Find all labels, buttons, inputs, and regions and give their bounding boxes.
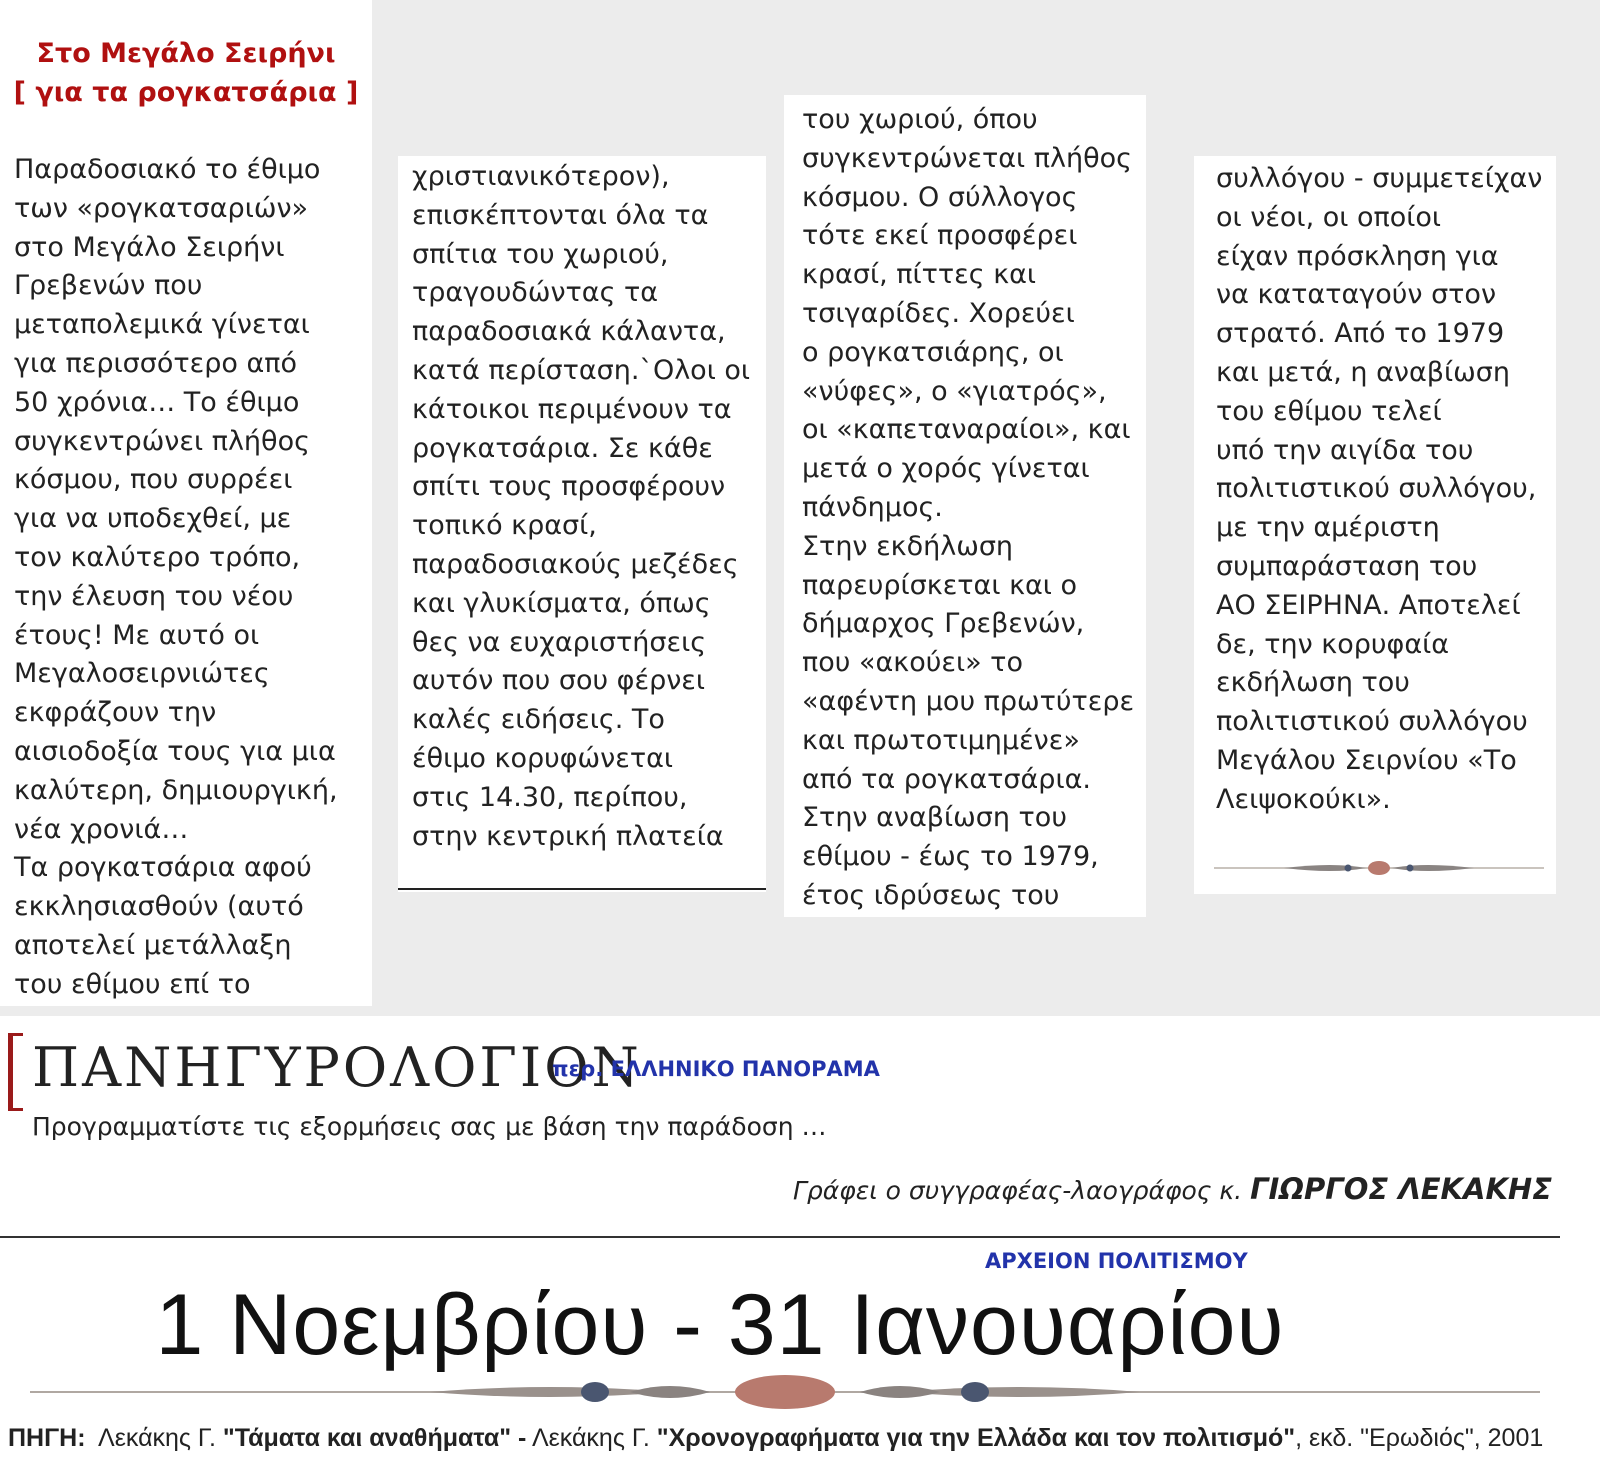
article-headline: Στο Μεγάλο Σειρήνι [ για τα ρογκατσάρια ] (13, 38, 359, 108)
source-author-2: Λεκάκης Γ. (531, 1424, 650, 1452)
title-bracket (8, 1033, 23, 1111)
section-title: ΠΑΝΗΓΥΡΟΛΟΓΙΟΝ (32, 1036, 642, 1099)
source-publisher: , εκδ. "Ερωδιός", 2001 (1295, 1424, 1544, 1452)
archive-label: ΑΡΧΕΙΟΝ ΠΟΛΙΤΙΣΜΟΥ (985, 1249, 1248, 1273)
section-source: περ. ΕΛΛΗΝΙΚΟ ΠΑΝΟΡΑΜΑ (552, 1057, 880, 1081)
source-title-2: "Χρονογραφήματα για την Ελλάδα και τον πολιτισμό" (656, 1424, 1296, 1452)
source-author-1: Λεκάκης Γ. (98, 1424, 216, 1452)
source-separator: - (518, 1424, 527, 1452)
ornament-divider-icon (30, 1372, 1540, 1412)
article-column-2: χριστιανικότερον), επισκέπτονται όλα τα σπίτια του χωριού, τραγουδώντας τα παραδοσιακά κάλαντα, κατά περίσταση.`Ολοι οι κάτοικοι περιμένουν τα ρογκατσάρια. Σε κάθε σπίτι τους προσφέρουν τοπικό κρασί, παραδοσιακούς μεζέδες και γλυκίσματα, όπως θες να ευχαριστήσεις αυτόν που σου φέρνει καλές ειδήσεις. Το έθιμο κορυφώνεται στις 14.30, περίπου, στην κεντρική πλατεία (412, 161, 751, 852)
ornament-divider-icon (1214, 857, 1544, 879)
date-range: 1 Νοεμβρίου - 31 Ιανουαρίου (155, 1277, 1285, 1373)
byline-prefix: Γράφει ο συγγραφέας-λαογράφος κ. (792, 1176, 1243, 1205)
section-divider (0, 1236, 1560, 1238)
byline-author: ΓΙΩΡΓΟΣ ΛΕΚΑΚΗΣ (1250, 1172, 1552, 1206)
source-label: ΠΗΓΗ: (8, 1424, 86, 1452)
source-title-1: "Τάματα και αναθήματα" (222, 1424, 512, 1452)
section-subtitle: Προγραμματίστε τις εξορμήσεις σας με βάση την παράδοση … (32, 1112, 827, 1141)
column-end-rule (398, 888, 766, 890)
source-citation (8, 1424, 1543, 1453)
article-column-3: του χωριού, όπου συγκεντρώνεται πλήθος κόσμου. Ο σύλλογος τότε εκεί προσφέρει κρασί, πίττες και τσιγαρίδες. Χορεύει ο ρογκατσιάρης, οι «νύφες», ο «γιατρός», οι «καπεταναραίοι», και μετά ο χορός γίνεται πάνδημος. Στην εκδήλωση παρευρίσκεται και ο δήμαρχος Γρεβενών, που «ακούει» το «αφέντη μου πρωτύτερε και πρωτοτιμημένε» από τα ρογκατσάρια. Στην αναβίωση του εθίμου - έως το 1979, έτος ιδρύσεως του (802, 104, 1135, 911)
article-column-4: συλλόγου - συμμετείχαν οι νέοι, οι οποίοι είχαν πρόσκληση για να καταταγούν στον στρατό. Από το 1979 και μετά, η αναβίωση του εθίμου τελεί υπό την αιγίδα του πολιτιστικού συλλόγου, με την αμέριστη συμπαράσταση του ΑΟ ΣΕΙΡΗΝΑ. Αποτελεί δε, την κορυφαία εκδήλωση του πολιτιστικού συλλόγου Μεγάλου Σειρνίου «Το Λειψοκούκι». (1216, 163, 1543, 815)
article-column-1: Παραδοσιακό το έθιμο των «ρογκατσαριών» στο Μεγάλο Σειρήνι Γρεβενών που μεταπολεμικά γίνεται για περισσότερο από 50 χρόνια… Το έθιμο συγκεντρώνει πλήθος κόσμου, που συρρέει για να υποδεχθεί, με τον καλύτερο τρόπο, την έλευση του νέου έτους! Με αυτό οι Μεγαλοσειρνιώτες εκφράζουν την αισιοδοξία τους για μια καλύτερη, δημιουργική, νέα χρονιά… Τα ρογκατσάρια αφού εκκλησιασθούν (αυτό αποτελεί μετάλλαξη του εθίμου επί το (14, 154, 338, 1000)
byline (793, 1172, 1552, 1206)
